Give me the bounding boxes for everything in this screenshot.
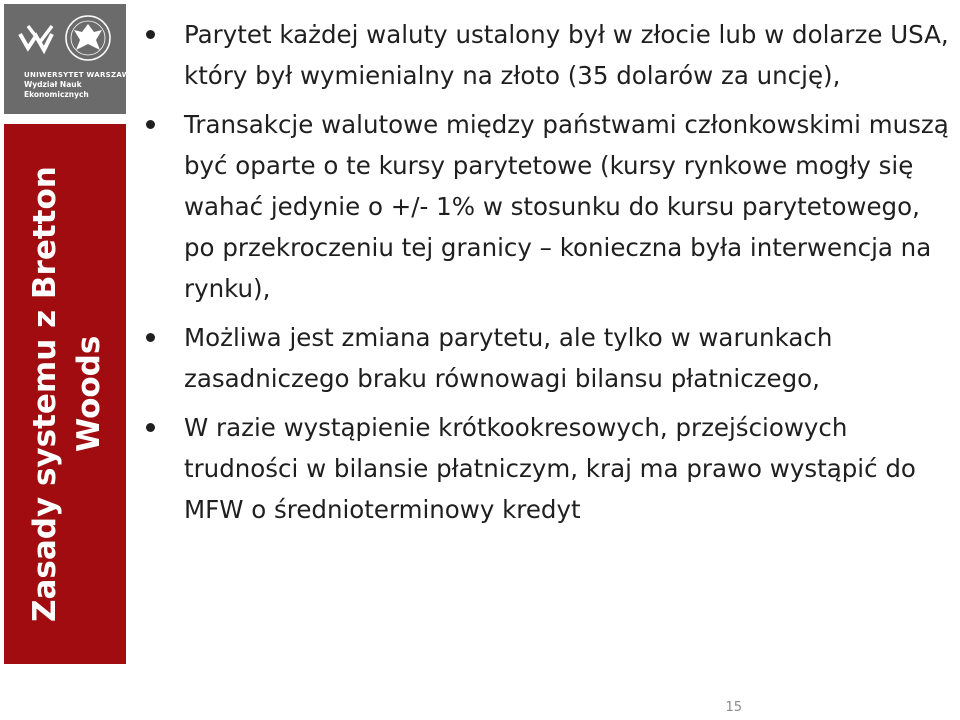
page-number: 15 [725, 700, 742, 715]
logo-faculty-line2: Ekonomicznych [24, 90, 89, 99]
university-logo [4, 4, 144, 114]
slide-title [7, 124, 127, 664]
bullet-list [136, 14, 956, 530]
logo-text [24, 70, 144, 100]
bullet-item: Transakcje walutowe między państwami członkowskimi muszą być oparte o te kursy parytetowe (kursy rynkowe mogły się wahać jedynie o +/- 1% w stosunku do kursu parytetowego, po przekroczeniu tej granicy – konieczna była interwencja na rynku), [136, 104, 956, 309]
slide-title-line1: Zasady systemu z Bretton [27, 166, 63, 622]
bullet-item: W razie wystąpienie krótkookresowych, przejściowych trudności w bilansie płatniczym, kraj ma prawo wystąpić do MFW o średnioterminowy kredyt [136, 407, 956, 530]
bullet-item: Możliwa jest zmiana parytetu, ale tylko w warunkach zasadniczego braku równowagi bilansu płatniczego, [136, 317, 956, 399]
slide-content [136, 14, 956, 538]
logo-mark-icon [4, 4, 126, 70]
logo-faculty-line1: Wydział Nauk [24, 80, 82, 89]
logo-university-name: UNIWERSYTET WARSZAWSKI [24, 71, 144, 79]
sidebar-title-bar [4, 124, 126, 664]
slide-title-line2: Woods [71, 335, 107, 453]
bullet-item: Parytet każdej waluty ustalony był w złocie lub w dolarze USA, który był wymienialny na złoto (35 dolarów za uncję), [136, 14, 956, 96]
